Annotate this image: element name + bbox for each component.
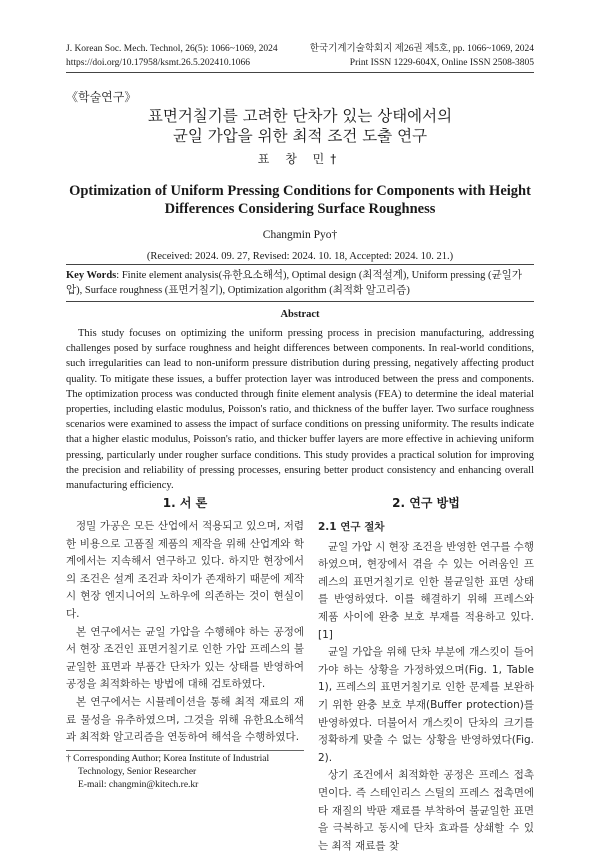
keywords-block <box>66 268 534 298</box>
footnote-divider <box>66 750 304 751</box>
english-title <box>0 182 600 218</box>
paragraph: 본 연구에서는 균일 가압을 수행해야 하는 공정에서 현장 조건인 표면거칠기로 인한 가압 프레스의 불균일한 표면과 부품간 단차가 있는 상태를 반영하여 공정을 최적화하는 방법에 대해 검토하였다. <box>66 625 304 691</box>
subsection-heading: 2.1 연구 절차 <box>318 521 385 533</box>
footnote-email[interactable]: E-mail: changmin@kitech.re.kr <box>78 780 199 790</box>
journal-citation: J. Korean Soc. Mech. Technol, 26(5): 1066~1069, 2024 <box>66 44 278 54</box>
running-header-right <box>310 42 534 70</box>
footnote-line: † Corresponding Author; Korea Institute of Industrial <box>66 754 270 764</box>
paragraph: 균일 가압을 위해 단차 부분에 개스킷이 들어가야 하는 상황을 가정하였으며(Fig. 1, Table 1), 프레스의 표면거칠기로 인한 문제를 보완하기 위한 완충 보호 부재(Buffer protection)를 반영하였다. 더불어서 개스킷이 단차의 크기를 정확하게 맞출 수 없는 상황을 반영하였다(Fig. 2). <box>318 646 534 764</box>
issn-info: Print ISSN 1229-604X, Online ISSN 2508-3805 <box>349 58 534 68</box>
section-heading-introduction: 1. 서 론 <box>162 496 208 510</box>
korean-title-line: 표면거칠기를 고려한 단차가 있는 상태에서의 <box>147 107 453 125</box>
paragraph: 균일 가압 시 현장 조건을 반영한 연구를 수행하였으며, 현장에서 겪을 수 있는 어려움인 프레스의 표면거칠기로 인한 불균일한 표면 상태를 반영하였다. 이를 해결하기 위해 프레스와 제품 사이에 완충 보호 부재를 적용하고 있다.[1] <box>318 540 534 641</box>
right-column <box>318 519 534 855</box>
section-heading-methods: 2. 연구 방법 <box>392 496 460 510</box>
keywords-label: Key Words <box>66 270 117 281</box>
keywords-text: : Finite element analysis(유한요소해석), Optimal design (최적설계), Uniform pressing (균일가압), Surface roughness (표면거칠기), Optimization algorithm (최적화 알고리즘) <box>66 270 522 296</box>
left-column <box>66 518 304 747</box>
paragraph: 상기 조건에서 최적화한 공정은 프레스 접촉면이다. 즉 스테인리스 스틸의 프레스 접촉면에 타 재질의 박판 재료를 부착하여 불균일한 표면을 극복하고 동시에 단차 효과를 상쇄할 수 있는 최적 재료를 찾 <box>318 769 534 852</box>
doi-link[interactable]: https://doi.org/10.17958/ksmt.26.5.202410.1066 <box>66 58 251 68</box>
received-dates: (Received: 2024. 09. 27, Revised: 2024. 10. 18, Accepted: 2024. 10. 21.) <box>146 251 454 262</box>
footnote-line: Technology, Senior Researcher <box>78 767 197 777</box>
abstract-body: This study focuses on optimizing the uniform pressing process in precision manufacturing, addressing challenges posed by surface roughness and height differences between components. In real-world conditions, such irregularities can lead to non-uniform pressure distribution during pressing, negatively affecting product quality. To mitigate these issues, a buffer protection layer was introduced between the press and components. The optimization process was conducted through finite element analysis (FEA) to determine the ideal material properties, including elastic modulus, Poisson's ratio, and thickness of the buffer layer. Two surface roughness scenarios were examined to assess the impact of surface conditions on pressing uniformity. The results indicate that a higher elastic modulus, Poisson's ratio, and thicker buffer layers are more effective in achieving uniform pressing, particularly under rougher surface conditions. This study provides a practical solution for improving the precision and reliability of pressing processes, ensuring better product consistency and enhancing overall manufacturing efficiency. <box>66 328 534 492</box>
running-header-left <box>66 42 278 70</box>
abstract-heading: Abstract <box>280 309 320 320</box>
english-author: Changmin Pyo† <box>262 229 338 241</box>
english-title-line: Differences Considering Surface Roughness <box>164 201 436 217</box>
article-type-label: 《학술연구》 <box>66 90 137 104</box>
english-title-line: Optimization of Uniform Pressing Conditions for Components with Height <box>69 183 531 199</box>
footnote <box>66 753 304 792</box>
korean-title <box>0 106 600 146</box>
korean-title-line: 균일 가압을 위한 최적 조건 도출 연구 <box>172 127 428 145</box>
paragraph: 정밀 가공은 모든 산업에서 적용되고 있으며, 저렴한 비용으로 고품질 제품의 제작을 위해 산업계와 학계에서는 지속해서 연구하고 있다. 하지만 현장에서의 조건은 설계 조건과 차이가 존재하기 때문에 제작 시 현장 엔지니어의 노하우에 의존하는 것이 현실이다. <box>66 520 304 620</box>
keywords-top-rule <box>66 264 534 265</box>
korean-author: 표 창 민† <box>257 152 343 166</box>
header-divider <box>66 72 534 73</box>
journal-korean-citation: 한국기계기술학회지 제26권 제5호, pp. 1066~1069, 2024 <box>309 44 534 54</box>
paragraph: 본 연구에서는 시뮬레이션을 통해 최적 재료의 재료 물성을 유추하였으며, 그것을 위해 유한요소해석과 최적화 알고리즘을 연동하여 해석을 수행하였다. <box>66 695 304 744</box>
keywords-bottom-rule <box>66 301 534 302</box>
